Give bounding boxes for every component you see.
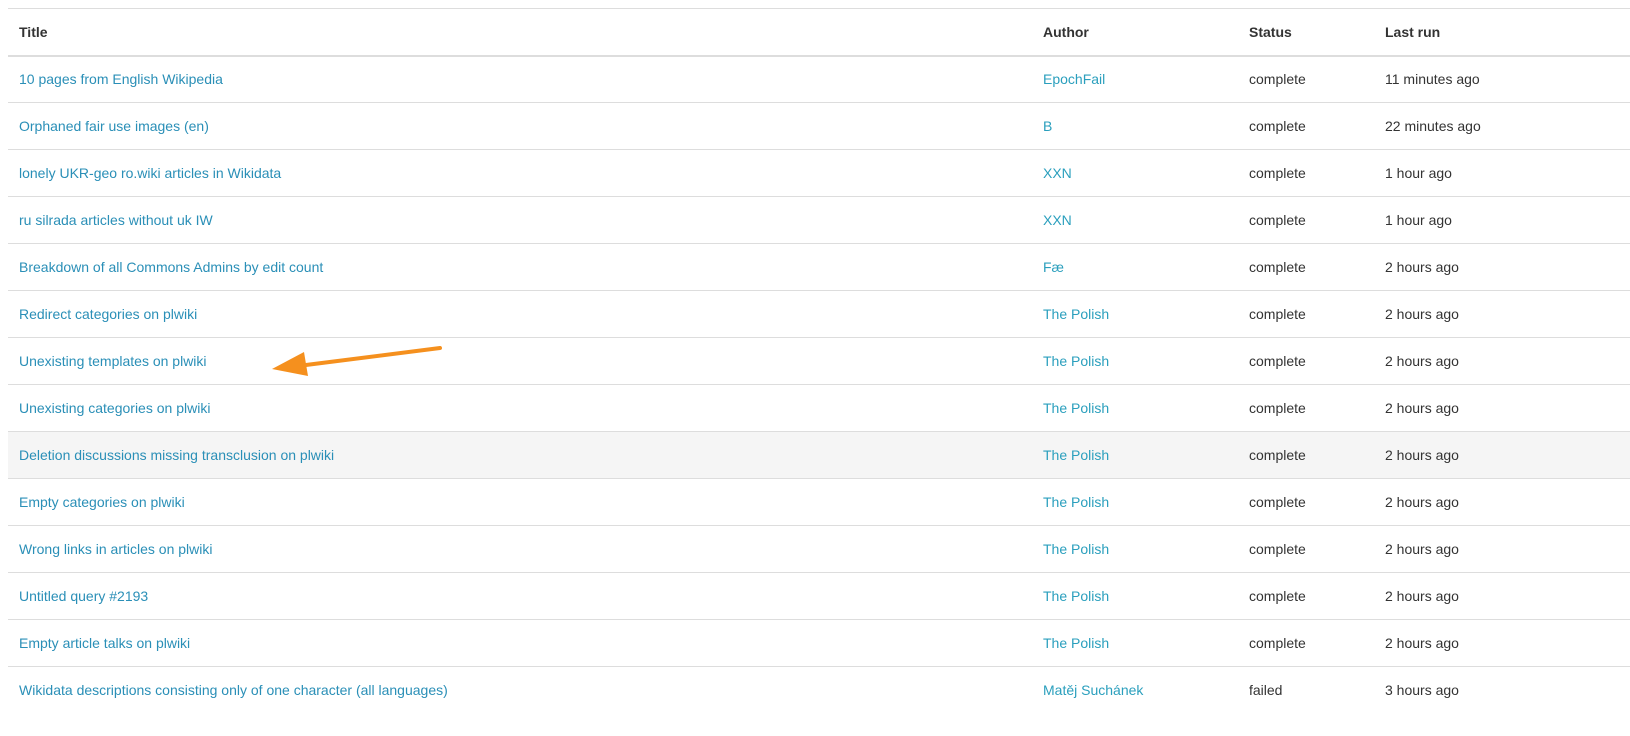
cell-status: complete [1238, 103, 1374, 150]
cell-last-run: 2 hours ago [1374, 432, 1630, 479]
cell-status: complete [1238, 244, 1374, 291]
cell-author [1032, 56, 1238, 103]
table-row[interactable] [8, 338, 1630, 385]
cell-title [8, 667, 1032, 714]
query-title-link[interactable]: Deletion discussions missing transclusion on plwiki [19, 447, 335, 463]
cell-author [1032, 573, 1238, 620]
table-row[interactable] [8, 526, 1630, 573]
table-row[interactable] [8, 103, 1630, 150]
author-link[interactable]: The Polish [1043, 447, 1110, 463]
author-link[interactable]: Matěj Suchánek [1043, 682, 1144, 699]
cell-last-run: 2 hours ago [1374, 526, 1630, 573]
cell-status: complete [1238, 620, 1374, 667]
queries-table-container [8, 8, 1630, 714]
author-link[interactable]: EpochFail [1043, 71, 1106, 88]
cell-last-run: 1 hour ago [1374, 197, 1630, 244]
cell-last-run: 2 hours ago [1374, 620, 1630, 667]
author-link[interactable]: XXN [1043, 212, 1072, 228]
cell-title [8, 56, 1032, 103]
cell-author [1032, 150, 1238, 197]
query-title-link[interactable]: Breakdown of all Commons Admins by edit count [19, 259, 324, 275]
cell-last-run: 2 hours ago [1374, 573, 1630, 620]
table-row[interactable] [8, 150, 1630, 197]
header-title[interactable]: Title [8, 9, 1032, 56]
table-row[interactable] [8, 667, 1630, 714]
table-row[interactable] [8, 385, 1630, 432]
cell-last-run: 2 hours ago [1374, 244, 1630, 291]
cell-author [1032, 667, 1238, 714]
author-link[interactable]: The Polish [1043, 353, 1110, 369]
cell-last-run: 2 hours ago [1374, 385, 1630, 432]
cell-status: complete [1238, 573, 1374, 620]
table-row[interactable] [8, 479, 1630, 526]
cell-title [8, 620, 1032, 667]
query-title-link[interactable]: Redirect categories on plwiki [19, 306, 198, 322]
query-title-link[interactable]: 10 pages from English Wikipedia [19, 71, 223, 88]
cell-title [8, 338, 1032, 385]
author-link[interactable]: The Polish [1043, 400, 1110, 416]
cell-author [1032, 620, 1238, 667]
table-row[interactable] [8, 197, 1630, 244]
author-link[interactable]: The Polish [1043, 541, 1110, 557]
query-title-link[interactable]: Unexisting categories on plwiki [19, 400, 211, 416]
query-title-link[interactable]: Empty categories on plwiki [19, 494, 185, 510]
cell-status: complete [1238, 197, 1374, 244]
query-title-link[interactable]: lonely UKR-geo ro.wiki articles in Wikidata [19, 165, 282, 181]
cell-last-run: 11 minutes ago [1374, 56, 1630, 103]
header-last-run[interactable]: Last run [1374, 9, 1630, 56]
cell-author [1032, 526, 1238, 573]
cell-status: complete [1238, 526, 1374, 573]
table-row[interactable] [8, 432, 1630, 479]
cell-author [1032, 103, 1238, 150]
cell-title [8, 150, 1032, 197]
table-row[interactable] [8, 291, 1630, 338]
query-title-link[interactable]: Unexisting templates on plwiki [19, 353, 207, 369]
table-row[interactable] [8, 573, 1630, 620]
cell-status: complete [1238, 291, 1374, 338]
author-link[interactable]: B [1043, 118, 1053, 134]
cell-status: failed [1238, 667, 1374, 714]
cell-last-run: 22 minutes ago [1374, 103, 1630, 150]
cell-status: complete [1238, 56, 1374, 103]
author-link[interactable]: The Polish [1043, 306, 1110, 322]
cell-last-run: 2 hours ago [1374, 338, 1630, 385]
cell-status: complete [1238, 385, 1374, 432]
cell-title [8, 291, 1032, 338]
author-link[interactable]: Fæ [1043, 259, 1064, 275]
cell-title [8, 103, 1032, 150]
table-header [8, 9, 1630, 56]
cell-author [1032, 432, 1238, 479]
cell-title [8, 479, 1032, 526]
cell-title [8, 573, 1032, 620]
cell-status: complete [1238, 432, 1374, 479]
author-link[interactable]: The Polish [1043, 494, 1110, 510]
table-body [8, 56, 1630, 714]
cell-title [8, 526, 1032, 573]
cell-title [8, 244, 1032, 291]
cell-title [8, 197, 1032, 244]
author-link[interactable]: XXN [1043, 165, 1072, 181]
query-title-link[interactable]: Wrong links in articles on plwiki [19, 541, 213, 557]
cell-last-run: 1 hour ago [1374, 150, 1630, 197]
queries-table [8, 8, 1630, 714]
query-title-link[interactable]: Untitled query #2193 [19, 588, 149, 604]
header-author[interactable]: Author [1032, 9, 1238, 56]
cell-author [1032, 244, 1238, 291]
header-row [8, 9, 1630, 56]
author-link[interactable]: The Polish [1043, 635, 1110, 651]
cell-author [1032, 291, 1238, 338]
cell-last-run: 2 hours ago [1374, 479, 1630, 526]
table-row[interactable] [8, 244, 1630, 291]
cell-status: complete [1238, 338, 1374, 385]
cell-last-run: 3 hours ago [1374, 667, 1630, 714]
cell-status: complete [1238, 479, 1374, 526]
table-row[interactable] [8, 56, 1630, 103]
cell-title [8, 432, 1032, 479]
cell-status: complete [1238, 150, 1374, 197]
cell-author [1032, 338, 1238, 385]
table-row[interactable] [8, 620, 1630, 667]
query-title-link[interactable]: Wikidata descriptions consisting only of one character (all languages) [19, 682, 448, 699]
cell-author [1032, 197, 1238, 244]
cell-author [1032, 385, 1238, 432]
author-link[interactable]: The Polish [1043, 588, 1110, 604]
cell-author [1032, 479, 1238, 526]
query-title-link[interactable]: Orphaned fair use images (en) [19, 118, 209, 134]
query-title-link[interactable]: ru silrada articles without uk IW [19, 212, 213, 228]
cell-title [8, 385, 1032, 432]
query-title-link[interactable]: Empty article talks on plwiki [19, 635, 191, 651]
cell-last-run: 2 hours ago [1374, 291, 1630, 338]
header-status[interactable]: Status [1238, 9, 1374, 56]
